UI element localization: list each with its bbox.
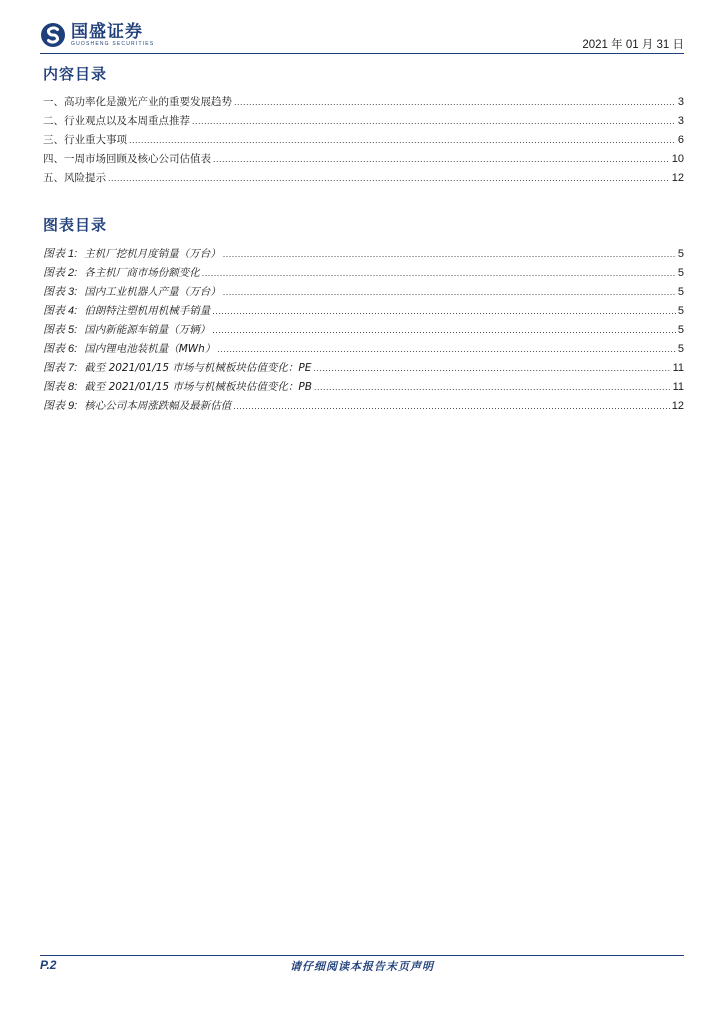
page-number: P.2 (40, 958, 57, 972)
figure-entry-label: 国内新能源车销量（万辆） (84, 324, 211, 336)
figure-entry[interactable] (43, 283, 684, 302)
page-header (40, 20, 684, 54)
dot-leader (213, 154, 670, 164)
contents-title: 内容目录 (43, 65, 108, 83)
header-divider (40, 53, 684, 54)
figure-entry-page: 12 (671, 400, 684, 412)
figure-entry[interactable] (43, 264, 684, 283)
dot-leader (233, 401, 670, 411)
dot-leader (108, 173, 670, 183)
contents-entry[interactable] (43, 94, 684, 113)
footer-disclaimer: 请仔细阅读本报告末页声明 (290, 960, 434, 973)
footer-divider (40, 955, 684, 956)
contents-entry[interactable] (43, 113, 684, 132)
dot-leader (217, 344, 676, 354)
contents-entry-page: 10 (671, 153, 684, 165)
figure-entry-page: 11 (672, 381, 684, 393)
contents-list (43, 94, 684, 189)
figure-entry-label: 各主机厂商市场份额变化 (84, 267, 200, 279)
figure-entry[interactable] (43, 359, 684, 378)
dot-leader (223, 249, 676, 259)
figure-entry-label: 截至 2021/01/15 市场与机械板块估值变化：PB (84, 381, 312, 393)
contents-entry-page: 6 (677, 134, 684, 146)
figure-entry-label: 主机厂挖机月度销量（万台） (84, 248, 221, 260)
figure-entry[interactable] (43, 397, 684, 416)
figure-entry-page: 11 (672, 362, 684, 374)
figure-entry-number: 图表 2: (43, 267, 78, 279)
figure-entry[interactable] (43, 321, 684, 340)
figure-entry[interactable] (43, 245, 684, 264)
company-logo (40, 22, 154, 48)
figure-entry-label: 国内锂电池装机量（MWh） (84, 343, 216, 355)
dot-leader (192, 116, 676, 126)
figure-entry-page: 5 (677, 248, 684, 260)
dot-leader (212, 306, 676, 316)
figure-entry-number: 图表 1: (43, 248, 78, 260)
figure-entry-label: 伯朗特注塑机用机械手销量 (84, 305, 211, 317)
dot-leader (202, 268, 676, 278)
dot-leader (212, 325, 676, 335)
figure-entry[interactable] (43, 302, 684, 321)
figure-entry-number: 图表 9: (43, 400, 78, 412)
figure-entry-number: 图表 8: (43, 381, 78, 393)
contents-entry-label: 四、一周市场回顾及核心公司估值表 (43, 153, 211, 165)
contents-entry[interactable] (43, 151, 684, 170)
figure-entry-label: 核心公司本周涨跌幅及最新估值 (84, 400, 232, 412)
dot-leader (223, 287, 676, 297)
logo-icon (40, 22, 66, 48)
figure-entry-page: 5 (677, 343, 684, 355)
figure-entry-page: 5 (677, 305, 684, 317)
contents-entry[interactable] (43, 132, 684, 151)
figures-list (43, 245, 684, 416)
logo-name-en: GUOSHENG SECURITIES (71, 40, 155, 47)
figure-entry-page: 5 (677, 286, 684, 298)
dot-leader (234, 97, 676, 107)
figure-entry-number: 图表 3: (43, 286, 78, 298)
dot-leader (314, 382, 671, 392)
contents-entry-page: 12 (671, 172, 684, 184)
figure-entry-number: 图表 5: (43, 324, 78, 336)
contents-entry-label: 二、行业观点以及本周重点推荐 (43, 115, 190, 127)
logo-name-cn: 国盛证券 (71, 21, 143, 42)
contents-entry-page: 3 (677, 96, 684, 108)
contents-entry-page: 3 (677, 115, 684, 127)
report-date: 2021 年 01 月 31 日 (582, 39, 684, 51)
dot-leader (313, 363, 670, 373)
figure-entry-number: 图表 6: (43, 343, 78, 355)
figure-entry[interactable] (43, 340, 684, 359)
figure-entry-label: 国内工业机器人产量（万台） (84, 286, 221, 298)
dot-leader (129, 135, 676, 145)
figure-entry-page: 5 (677, 267, 684, 279)
figure-entry-number: 图表 4: (43, 305, 78, 317)
contents-entry-label: 一、高功率化是激光产业的重要发展趋势 (43, 96, 232, 108)
figure-entry-label: 截至 2021/01/15 市场与机械板块估值变化：PE (84, 362, 312, 374)
contents-entry-label: 五、风险提示 (43, 172, 106, 184)
figure-entry[interactable] (43, 378, 684, 397)
figure-entry-page: 5 (677, 324, 684, 336)
contents-entry-label: 三、行业重大事项 (43, 134, 127, 146)
contents-entry[interactable] (43, 170, 684, 189)
figure-entry-number: 图表 7: (43, 362, 78, 374)
figures-title: 图表目录 (43, 216, 108, 234)
